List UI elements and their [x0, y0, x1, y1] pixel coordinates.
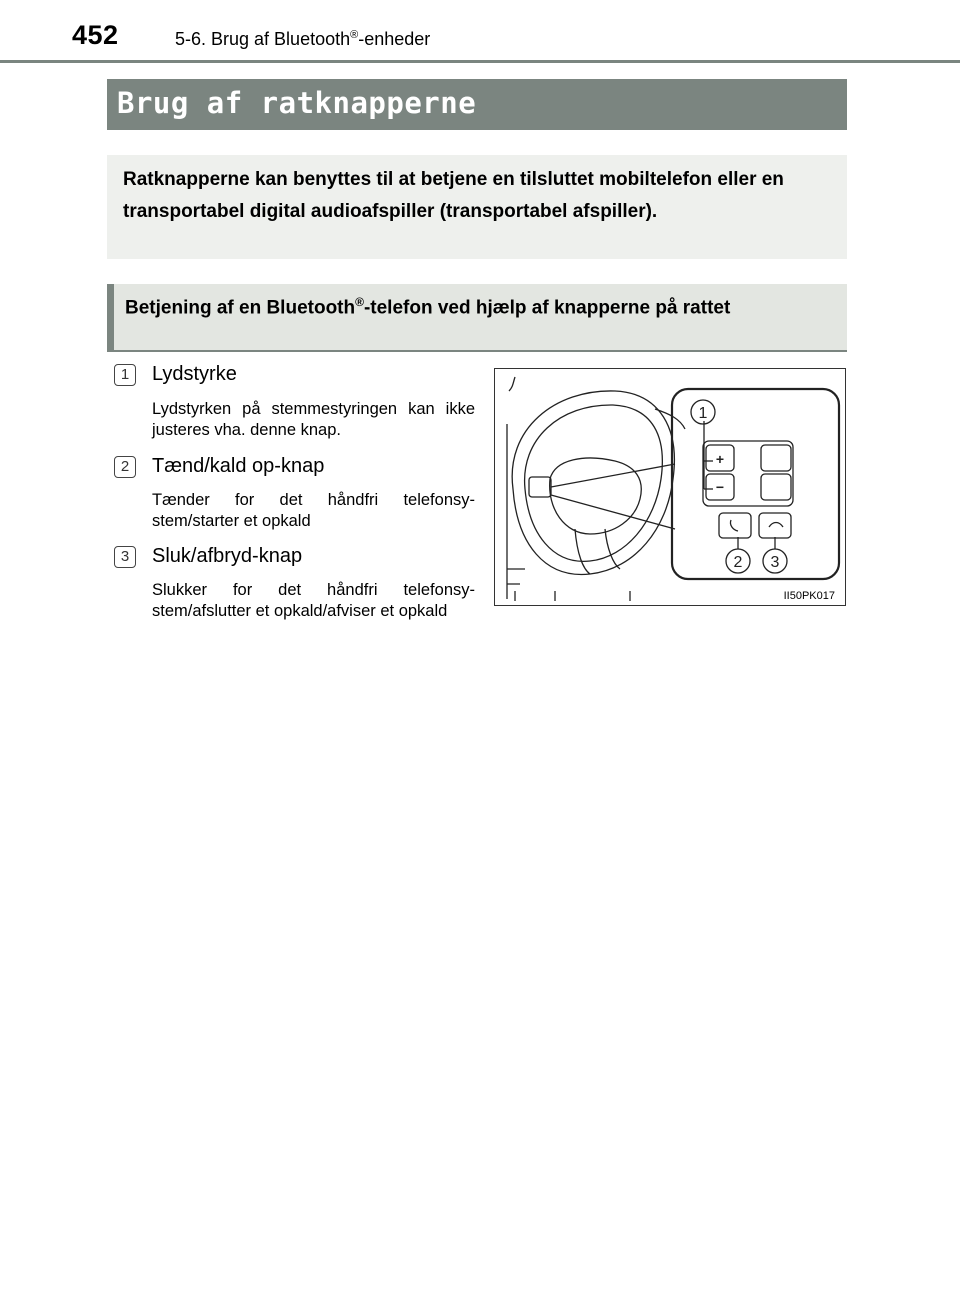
- item-description: Tænder for det håndfri telefonsy-stem/starter et opkald: [152, 491, 475, 530]
- item-number-badge: 2: [114, 456, 136, 478]
- plus-glyph: +: [715, 451, 725, 467]
- steering-wheel-rim-inner: [525, 405, 663, 561]
- item-number-badge: 3: [114, 546, 136, 568]
- item-title: Sluk/afbryd-knap: [152, 545, 303, 567]
- header-rule: [0, 60, 960, 63]
- figure-code: II50PK017: [783, 590, 835, 602]
- steering-wheel-rim: [512, 391, 674, 575]
- steering-wheel-hub: [550, 458, 642, 534]
- chapter-header: [175, 29, 430, 50]
- hang-up-icon: [769, 523, 783, 528]
- item-title: Tænd/kald op-knap: [152, 455, 325, 477]
- subsection-banner: [107, 284, 847, 352]
- call-icon: [730, 520, 738, 531]
- switch-button: [761, 474, 791, 500]
- registered-mark: ®: [355, 295, 364, 309]
- steering-wheel-spoke: [575, 529, 590, 574]
- chapter-prefix: 5-6. Brug af Bluetooth: [175, 29, 351, 49]
- subsection-title-prefix: Betjening af en Bluetooth: [125, 297, 356, 319]
- windshield-line: [509, 377, 515, 391]
- call-button: [719, 513, 751, 538]
- steering-wheel-illustration: [495, 369, 844, 604]
- callout-label: 1: [698, 405, 708, 422]
- steering-wheel-spoke: [605, 529, 620, 569]
- callout-label: 3: [770, 554, 780, 571]
- section-banner: [107, 79, 847, 130]
- page-number: 452: [72, 20, 119, 50]
- hang-up-button: [759, 513, 791, 538]
- minus-glyph: −: [715, 479, 725, 495]
- steering-wheel-figure: [494, 368, 846, 606]
- wheel-switch-cluster: [529, 477, 551, 497]
- item-description: Slukker for det håndfri telefonsy-stem/afslutter et opkald/afviser et opkald: [152, 581, 475, 620]
- item-description: Lydstyrken på stemmestyringen kan ikke justeres vha. denne knap.: [152, 400, 475, 439]
- intro-box: Ratknapperne kan benyttes til at betjene en tilsluttet mobiltelefon eller en transportabel digital audioafspiller (transportabel afspiller).: [107, 155, 847, 259]
- callout-leader: [551, 464, 675, 487]
- registered-mark: ®: [350, 29, 359, 41]
- detail-inset: [672, 389, 839, 579]
- callout-label: 2: [733, 554, 743, 571]
- item-number-badge: 1: [114, 364, 136, 386]
- switch-button: [761, 445, 791, 471]
- subsection-title-suffix: -telefon ved hjælp af knapperne på rattet: [363, 297, 731, 319]
- section-title: Brug af ratknapperne: [117, 86, 477, 120]
- item-title: Lydstyrke: [152, 363, 237, 385]
- chapter-suffix: -enheder: [358, 29, 431, 49]
